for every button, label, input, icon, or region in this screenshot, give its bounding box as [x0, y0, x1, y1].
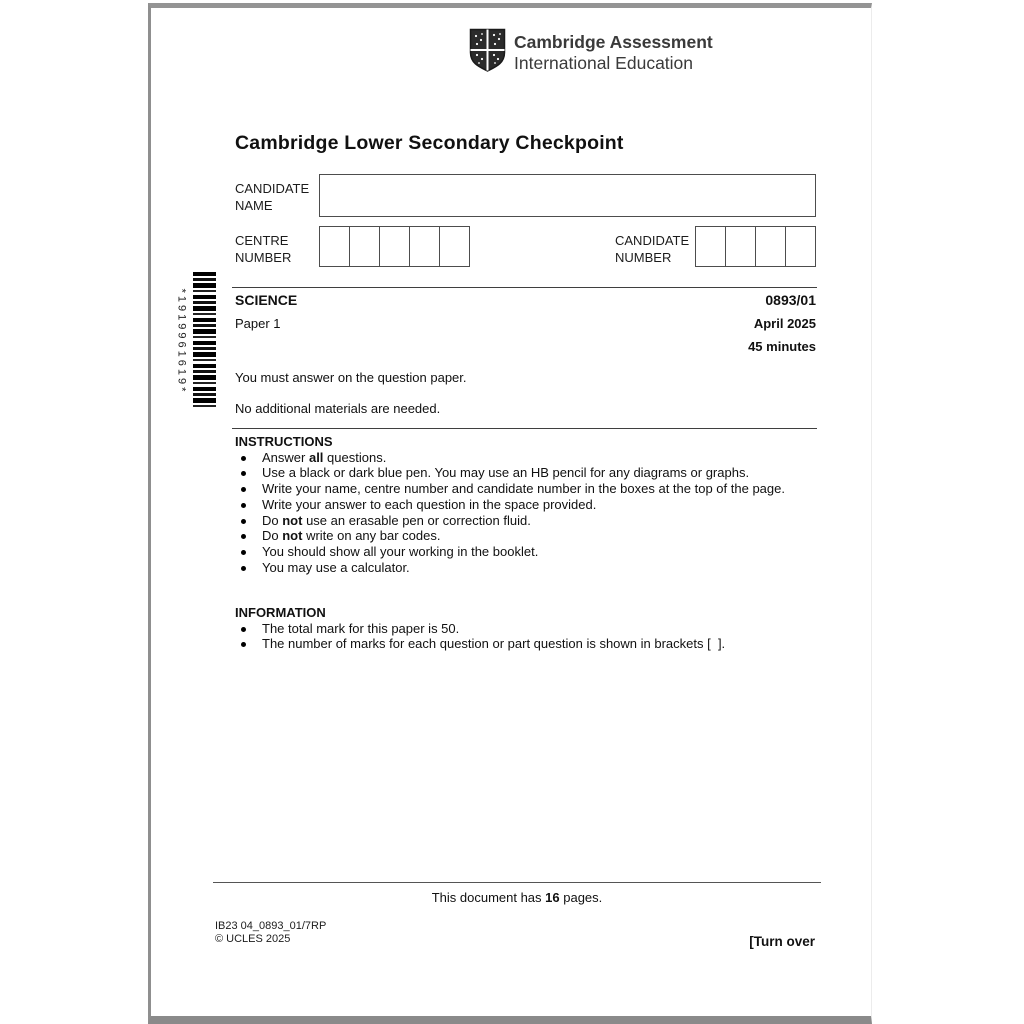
- list-item: [235, 636, 795, 652]
- exam-paper: Paper 1: [235, 316, 281, 331]
- bullet-icon: [241, 534, 246, 539]
- list-item: [235, 544, 795, 560]
- bullet-icon: [241, 471, 246, 476]
- number-cell: [349, 226, 380, 267]
- brand-line1: Cambridge Assessment: [514, 32, 713, 53]
- number-cell: [695, 226, 726, 267]
- divider-mid: [232, 428, 817, 429]
- copyright-line: © UCLES 2025: [215, 933, 291, 945]
- materials-note: No additional materials are needed.: [235, 401, 441, 416]
- bullet-icon: [241, 627, 246, 632]
- bullet-icon: [241, 642, 246, 647]
- number-cell: [785, 226, 816, 267]
- candidate-name-box: [319, 174, 816, 217]
- exam-subject: SCIENCE: [235, 292, 298, 308]
- number-cell: [319, 226, 350, 267]
- list-item: [235, 560, 795, 576]
- list-item: [235, 481, 795, 497]
- list-item: [235, 497, 795, 513]
- paper-row: [235, 316, 816, 331]
- instructions-heading: INSTRUCTIONS: [235, 434, 333, 449]
- subject-row: [235, 292, 816, 308]
- bullet-icon: [241, 456, 246, 461]
- list-item-text: You should show all your working in the booklet.: [262, 543, 539, 559]
- list-item-text: Answer all questions.: [262, 449, 387, 465]
- list-item-text: Write your answer to each question in the space provided.: [262, 496, 597, 512]
- barcode: [193, 272, 216, 410]
- number-cell: [439, 226, 470, 267]
- duration-row: [235, 339, 816, 354]
- candidate-number-cells: [695, 226, 816, 267]
- information-list: [235, 621, 795, 652]
- centre-number-cells: [319, 226, 470, 267]
- list-item: [235, 465, 795, 481]
- brand-line2: International Education: [514, 53, 694, 73]
- bullet-icon: [241, 487, 246, 492]
- list-item-text: The total mark for this paper is 50.: [262, 620, 460, 636]
- exam-paper-page: [148, 3, 872, 1024]
- instructions-list: [235, 450, 795, 576]
- list-item: [235, 528, 795, 544]
- information-heading: INFORMATION: [235, 605, 326, 620]
- list-item-text: You may use a calculator.: [262, 559, 410, 575]
- number-cell: [725, 226, 756, 267]
- centre-number-label: CENTRE NUMBER: [235, 233, 292, 265]
- list-item: [235, 513, 795, 529]
- list-item-text: Use a black or dark blue pen. You may use an HB pencil for any diagrams or graphs.: [262, 465, 750, 481]
- list-item-text: The number of marks for each question or part question is shown in brackets [ ].: [262, 636, 726, 652]
- number-cell: [755, 226, 786, 267]
- brand-text: [514, 32, 713, 73]
- turn-over-note: [Turn over: [749, 934, 815, 949]
- bullet-icon: [241, 519, 246, 524]
- bullet-icon: [241, 503, 246, 508]
- number-cell: [409, 226, 440, 267]
- pages-note: This document has 16 pages.: [431, 890, 603, 905]
- list-item-text: Do not write on any bar codes.: [262, 528, 441, 544]
- information-section: [235, 605, 795, 652]
- instructions-section: [235, 434, 795, 575]
- document-reference: [215, 920, 326, 946]
- divider-top: [232, 287, 817, 288]
- footer-divider: [213, 882, 821, 883]
- number-cell: [379, 226, 410, 267]
- exam-duration: 45 minutes: [748, 339, 816, 354]
- page-title: Cambridge Lower Secondary Checkpoint: [235, 132, 624, 154]
- list-item: [235, 621, 795, 637]
- candidate-number-label: CANDIDATE NUMBER: [615, 233, 690, 265]
- list-item-text: Write your name, centre number and candidate number in the boxes at the top of the page.: [262, 481, 785, 497]
- cambridge-shield-icon: [469, 28, 506, 78]
- exam-session: April 2025: [753, 316, 816, 331]
- bullet-icon: [241, 550, 246, 555]
- list-item-text: Do not use an erasable pen or correction fluid.: [262, 512, 531, 528]
- bullet-icon: [241, 566, 246, 571]
- reference-code: IB23 04_0893_01/7RP: [215, 920, 327, 932]
- barcode-text: *1919961619*: [175, 288, 188, 395]
- brand-logo: [469, 28, 713, 78]
- answer-note: You must answer on the question paper.: [235, 370, 467, 385]
- exam-code: 0893/01: [765, 292, 816, 308]
- list-item: [235, 450, 795, 466]
- candidate-name-label: CANDIDATE NAME: [235, 181, 310, 213]
